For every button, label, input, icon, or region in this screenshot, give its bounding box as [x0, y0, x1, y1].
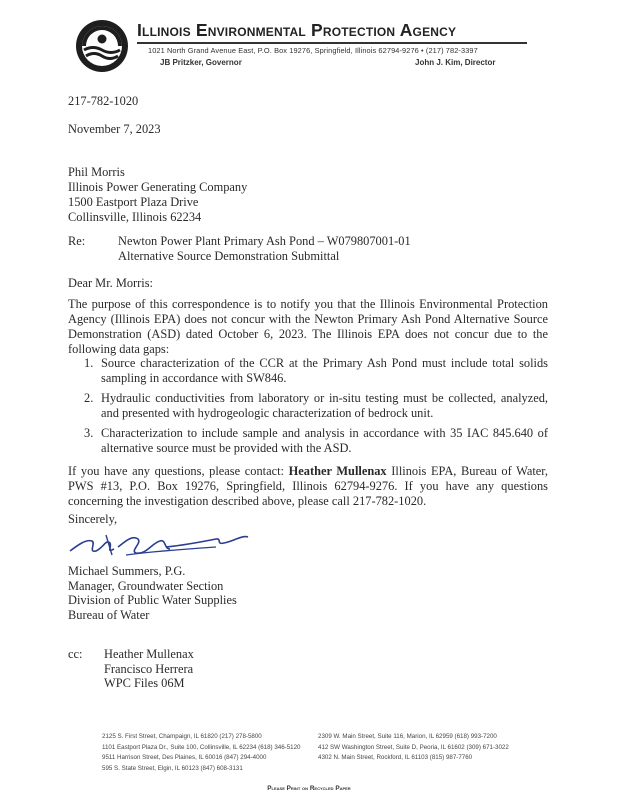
phone-number: 217-782-1020	[68, 94, 139, 108]
re-label: Re:	[68, 234, 86, 248]
body-paragraph-1: The purpose of this correspondence is to notify you that the Illinois Environmental Protection Agency (Illinois EPA) does not concur with the Newton Primary Ash Pond Alternative Source Demonstration (ASD) dated October 6, 2023. The Illinois EPA does not concur due to the following data gaps:	[68, 297, 548, 356]
closing: Sincerely,	[68, 512, 118, 526]
office-address: 412 SW Washington Street, Suite D, Peoria, IL 61602 (309) 671-3022	[318, 743, 509, 751]
regional-offices-right	[318, 732, 509, 764]
cc-recipient: Francisco Herrera	[104, 661, 194, 676]
contact-name: Heather Mullenax	[288, 464, 387, 478]
list-number: 3.	[84, 426, 94, 440]
re-line-2: Alternative Source Demonstration Submittal	[118, 249, 340, 263]
re-subject	[118, 234, 411, 264]
recipient-name: Phil Morris	[68, 165, 125, 179]
list-text: Hydraulic conductivities from laboratory or in-situ testing must be collected, analyzed, and presented with hydrogeologic characterization of bedrock unit.	[101, 391, 548, 420]
office-address: 1101 Eastport Plaza Dr., Suite 100, Collinsville, IL 62234 (618) 346-5120	[102, 743, 301, 751]
cc-label: cc:	[68, 647, 83, 661]
office-address: 2309 W. Main Street, Suite 116, Marion, IL 62959 (618) 993-7200	[318, 733, 497, 740]
office-address: 4302 N. Main Street, Rockford, IL 61103 (815) 987-7760	[318, 754, 473, 761]
handwritten-signature	[66, 525, 251, 559]
list-item	[68, 426, 548, 456]
data-gaps-list	[68, 356, 548, 461]
recipient-street: 1500 Eastport Plaza Drive	[68, 195, 199, 209]
director-name: John J. Kim, Director	[415, 58, 496, 67]
signer-division: Division of Public Water Supplies	[68, 593, 237, 607]
office-address: 595 S. State Street, Elgin, IL 60123 (847) 608-3131	[102, 764, 243, 772]
salutation: Dear Mr. Morris:	[68, 276, 153, 290]
letter-date: November 7, 2023	[68, 122, 161, 136]
list-text: Characterization to include sample and analysis in accordance with 35 IAC 845.640 of alternative source must be provided with the ASD.	[101, 426, 548, 455]
body-paragraph-2	[68, 464, 548, 509]
office-address: 2125 S. First Street, Champaign, IL 61820 (217) 278-5800	[102, 733, 262, 740]
agency-address: 1021 North Grand Avenue East, P.O. Box 19276, Springfield, Illinois 62794-9276 • (217) 782-3397	[148, 46, 478, 55]
recipient-company: Illinois Power Generating Company	[68, 180, 248, 194]
regional-offices-left	[102, 732, 300, 774]
governor-name: JB Pritzker, Governor	[160, 58, 242, 67]
list-number: 1.	[84, 356, 94, 370]
re-line-1: Newton Power Plant Primary Ash Pond – W079807001-01	[118, 234, 411, 248]
iepa-logo	[74, 18, 130, 74]
list-item	[68, 356, 548, 386]
cc-recipient: WPC Files 06M	[104, 676, 185, 690]
recipient-city: Collinsville, Illinois 62234	[68, 210, 202, 224]
list-text: Source characterization of the CCR at the Primary Ash Pond must include total solids sampling in accordance with SW846.	[101, 356, 548, 385]
recycled-paper-footer: Please Print on Recycled Paper	[267, 785, 351, 792]
list-number: 2.	[84, 391, 94, 405]
recipient-address	[68, 165, 247, 225]
signature-block	[68, 564, 237, 622]
cc-list	[104, 647, 194, 691]
office-address: 9511 Harrison Street, Des Plaines, IL 60016 (847) 294-4000	[102, 754, 267, 761]
signer-title: Manager, Groundwater Section	[68, 578, 224, 593]
agency-name: Illinois Environmental Protection Agency	[137, 20, 457, 40]
contact-intro: If you have any questions, please contact:	[68, 464, 289, 478]
letterhead-divider	[137, 42, 527, 44]
cc-recipient: Heather Mullenax	[104, 647, 194, 661]
contact-details: Illinois EPA, Bureau of Water, PWS #13, P.O. Box 19276, Springfield, Illinois 62794-9276. If you have any questions concerning the investigation described above, please call 217-782-1020.	[68, 464, 548, 508]
signer-name: Michael Summers, P.G.	[68, 564, 186, 578]
signer-bureau: Bureau of Water	[68, 607, 150, 622]
list-item	[68, 391, 548, 421]
